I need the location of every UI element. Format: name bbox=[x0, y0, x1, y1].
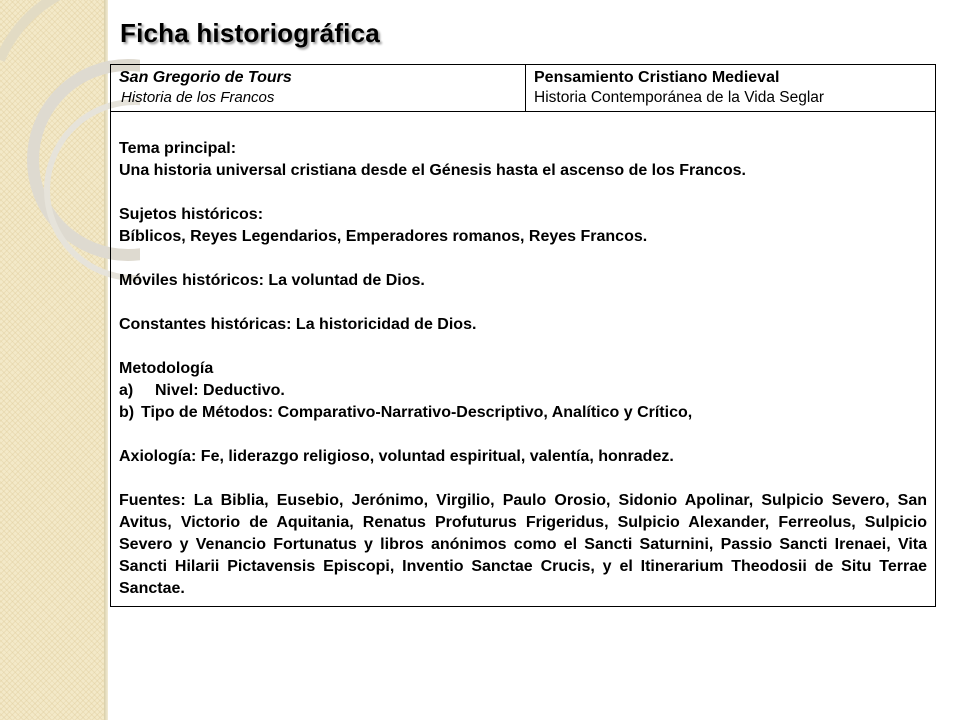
fuentes-text: Fuentes: La Biblia, Eusebio, Jerónimo, Virgilio, Paulo Orosio, Sidonio Apolinar, Sulpicio Severo, San Avitus, Victorio de Aquitania, Renatus Profuturus Frigeridus, Sulpicio Alexander, Ferreolus, Sulpicio Severo y Venancio Fortunatus y libros anónimos como el Sancti Saturnini, Passio Sancti Irenaei, Vita Sancti Hilarii Pictavensis Episcopi, Inventio Sanctae Crucis, y el Itinerarium Theodosii de Situ Terrae Sanctae. bbox=[119, 492, 927, 597]
moviles-text: Móviles históricos: La voluntad de Dios. bbox=[119, 272, 425, 289]
header-row bbox=[111, 65, 936, 112]
sujetos-label: Sujetos históricos: bbox=[119, 206, 264, 223]
metodologia-label: Metodología bbox=[119, 360, 214, 377]
axiologia-text: Fe, liderazgo religioso, voluntad espiritual, valentía, honradez. bbox=[200, 448, 674, 465]
course-cell bbox=[526, 65, 936, 112]
axiologia-label: Axiología: bbox=[119, 448, 197, 465]
author-name: San Gregorio de Tours bbox=[119, 69, 292, 86]
content-cell bbox=[111, 112, 936, 607]
axiologia-line bbox=[119, 446, 927, 468]
metodologia-item bbox=[119, 380, 927, 402]
item-letter: b) bbox=[119, 404, 135, 421]
tema-text: Una historia universal cristiana desde el Génesis hasta el ascenso de los Francos. bbox=[119, 162, 746, 179]
ficha-table bbox=[110, 64, 936, 607]
spacer bbox=[119, 248, 927, 270]
spacer bbox=[119, 182, 927, 204]
sujetos-text: Bíblicos, Reyes Legendarios, Emperadores romanos, Reyes Francos. bbox=[119, 228, 648, 245]
spacer bbox=[119, 424, 927, 446]
spacer bbox=[119, 336, 927, 358]
item-text: Nivel: Deductivo. bbox=[155, 382, 285, 399]
work-title: Historia de los Francos bbox=[121, 89, 275, 106]
course-title: Pensamiento Cristiano Medieval bbox=[534, 69, 780, 86]
page-title: Ficha historiográfica bbox=[120, 18, 380, 48]
spacer bbox=[119, 292, 927, 314]
item-letter: a) bbox=[119, 382, 134, 399]
body-row bbox=[111, 112, 936, 607]
constantes-text: Constantes históricas: La historicidad de Dios. bbox=[119, 316, 477, 333]
course-subtitle: Historia Contemporánea de la Vida Seglar bbox=[534, 89, 825, 106]
item-text: Tipo de Métodos: Comparativo-Narrativo-Descriptivo, Analítico y Crítico, bbox=[141, 404, 693, 421]
metodologia-item bbox=[119, 402, 927, 424]
tema-label: Tema principal: bbox=[119, 140, 237, 157]
spacer bbox=[119, 468, 927, 490]
work-cell bbox=[111, 65, 526, 112]
